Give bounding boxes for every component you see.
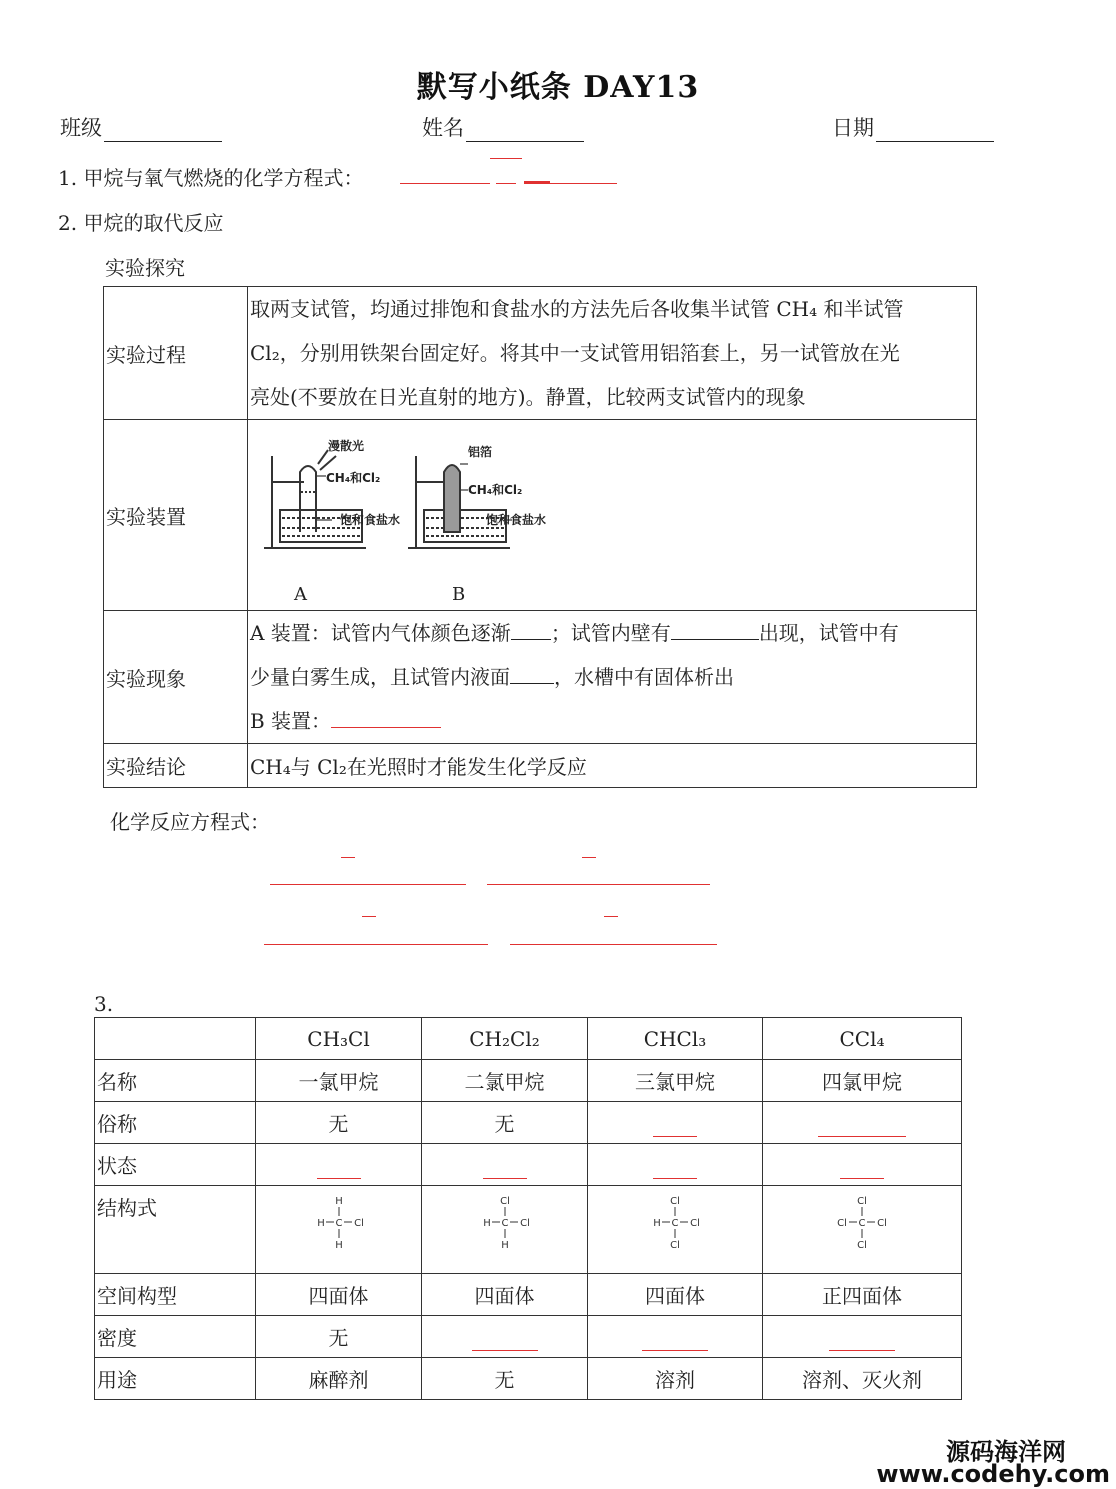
phenomenon-row [104, 611, 977, 744]
structure-ch2cl2 [475, 1192, 535, 1252]
process-label: 实验过程 [104, 287, 248, 420]
label-gas-b: CH₄和Cl₂ [468, 483, 523, 497]
svg-text:Cl: Cl [877, 1218, 887, 1229]
answer-line[interactable] [270, 884, 466, 885]
header-ccl4: CCl₄ [763, 1018, 962, 1060]
class-label: 班级 [60, 116, 102, 140]
svg-text:Cl: Cl [353, 1218, 364, 1229]
question-1: 1. 甲烷与氧气燃烧的化学方程式： [58, 166, 364, 190]
answer-line[interactable] [400, 183, 490, 184]
answer-line[interactable] [550, 183, 617, 184]
blank[interactable] [483, 1164, 527, 1179]
name-field [422, 112, 584, 142]
label-water-a: 饱和食盐水 [340, 513, 401, 527]
answer-line [362, 916, 376, 917]
use-row: 用途 麻醉剂 无 溶剂 溶剂、灭火剂 [95, 1358, 962, 1400]
svg-text:Cl: Cl [690, 1218, 700, 1229]
blank[interactable] [653, 1122, 697, 1137]
svg-text:Cl: Cl [499, 1196, 510, 1207]
header-ch3cl: CH₃Cl [256, 1018, 422, 1060]
blank[interactable] [510, 669, 554, 684]
shape-row: 空间构型 四面体 四面体 四面体 正四面体 [95, 1274, 962, 1316]
watermark-url: www.codehy.com [876, 1460, 1110, 1488]
blank[interactable] [671, 625, 759, 640]
blank[interactable] [653, 1164, 697, 1179]
conclusion-text: CH₄与 Cl₂在光照时才能发生化学反应 [248, 744, 977, 788]
svg-text:H: H [316, 1218, 325, 1229]
answer-line [490, 158, 522, 159]
answer-line [341, 857, 355, 858]
svg-text:H: H [482, 1218, 491, 1229]
equation-label: 化学反应方程式： [110, 810, 270, 834]
answer-line [582, 857, 596, 858]
structure-row: 结构式 H H C Cl H Cl H C Cl H Cl H C Cl Cl Cl Cl C Cl Cl [95, 1186, 962, 1274]
structure-ch3cl [309, 1192, 369, 1252]
svg-text:H: H [653, 1218, 661, 1229]
answer-line[interactable] [264, 944, 488, 945]
svg-text:Cl: Cl [670, 1196, 680, 1207]
header-chcl3: CHCl₃ [588, 1018, 763, 1060]
blank[interactable] [511, 625, 551, 640]
apparatus-diagram [256, 420, 586, 610]
answer-line[interactable] [510, 944, 717, 945]
svg-text:C: C [501, 1218, 508, 1229]
experiment-table [103, 286, 977, 788]
caption-b: B [452, 584, 466, 605]
state-row: 状态 [95, 1144, 962, 1186]
answer-line [604, 916, 618, 917]
answer-line[interactable] [524, 181, 550, 184]
label-gas-a: CH₄和Cl₂ [326, 471, 381, 485]
blank[interactable] [317, 1164, 361, 1179]
blank[interactable] [829, 1336, 895, 1351]
name-blank[interactable] [466, 119, 584, 142]
question-2: 2. 甲烷的取代反应 [58, 211, 224, 235]
date-label: 日期 [832, 116, 874, 140]
date-blank[interactable] [876, 119, 994, 142]
blank[interactable] [472, 1336, 538, 1351]
svg-text:Cl: Cl [857, 1196, 867, 1207]
explore-heading: 实验探究 [105, 256, 185, 280]
header-row [95, 1018, 962, 1060]
conclusion-label: 实验结论 [104, 744, 248, 788]
svg-text:H: H [334, 1240, 343, 1251]
svg-text:Cl: Cl [670, 1240, 680, 1251]
density-row: 密度 无 [95, 1316, 962, 1358]
page-title: 默写小纸条 DAY13 [416, 70, 700, 105]
process-text: 取两支试管，均通过排饱和食盐水的方法先后各收集半试管 CH₄ 和半试管 Cl₂，分别用铁架台固定好。将其中一支试管用铝箔套上，另一试管放在光 亮处(不要放在日光直射的地方)。静置，比较两支试管内的现象 [248, 287, 977, 420]
apparatus-row [104, 420, 977, 611]
svg-text:H: H [500, 1240, 509, 1251]
blank[interactable] [642, 1336, 708, 1351]
phenomenon-label: 实验现象 [104, 611, 248, 744]
svg-text:C: C [671, 1218, 679, 1229]
blank[interactable] [840, 1164, 884, 1179]
svg-text:H: H [334, 1196, 343, 1207]
label-diffuse-light: 漫散光 [328, 439, 365, 453]
class-blank[interactable] [104, 119, 222, 142]
answer-line[interactable] [496, 183, 516, 184]
name-row: 名称 一氯甲烷 二氯甲烷 三氯甲烷 四氯甲烷 [95, 1060, 962, 1102]
properties-table [94, 1017, 962, 1400]
apparatus-label: 实验装置 [104, 420, 248, 611]
blank[interactable] [818, 1122, 906, 1137]
caption-a: A [294, 584, 307, 605]
answer-line[interactable] [487, 884, 710, 885]
svg-text:Cl: Cl [857, 1240, 867, 1251]
blank[interactable] [331, 713, 441, 728]
question-3: 3. [94, 992, 114, 1016]
svg-text:C: C [858, 1218, 866, 1229]
svg-text:C: C [335, 1218, 342, 1229]
conclusion-row [104, 744, 977, 788]
phenomenon-text: A 装置：试管内气体颜色逐渐 ；试管内壁有 出现，试管中有 少量白雾生成，且试管内液面 ，水槽中有固体析出 B 装置： [248, 611, 977, 744]
svg-text:Cl: Cl [519, 1218, 530, 1229]
class-field [60, 112, 222, 142]
common-name-row: 俗称 无 无 [95, 1102, 962, 1144]
name-label: 姓名 [422, 116, 464, 140]
svg-text:Cl: Cl [837, 1218, 847, 1229]
watermark-name: 源码海洋网 [946, 1438, 1066, 1466]
date-field [832, 112, 994, 142]
structure-ccl4 [832, 1192, 892, 1252]
label-foil: 铝箔 [468, 445, 493, 459]
apparatus-cell [248, 420, 977, 611]
header-ch2cl2: CH₂Cl₂ [422, 1018, 588, 1060]
process-row [104, 287, 977, 420]
label-water-b: 饱和食盐水 [486, 513, 547, 527]
structure-chcl3 [645, 1192, 705, 1252]
